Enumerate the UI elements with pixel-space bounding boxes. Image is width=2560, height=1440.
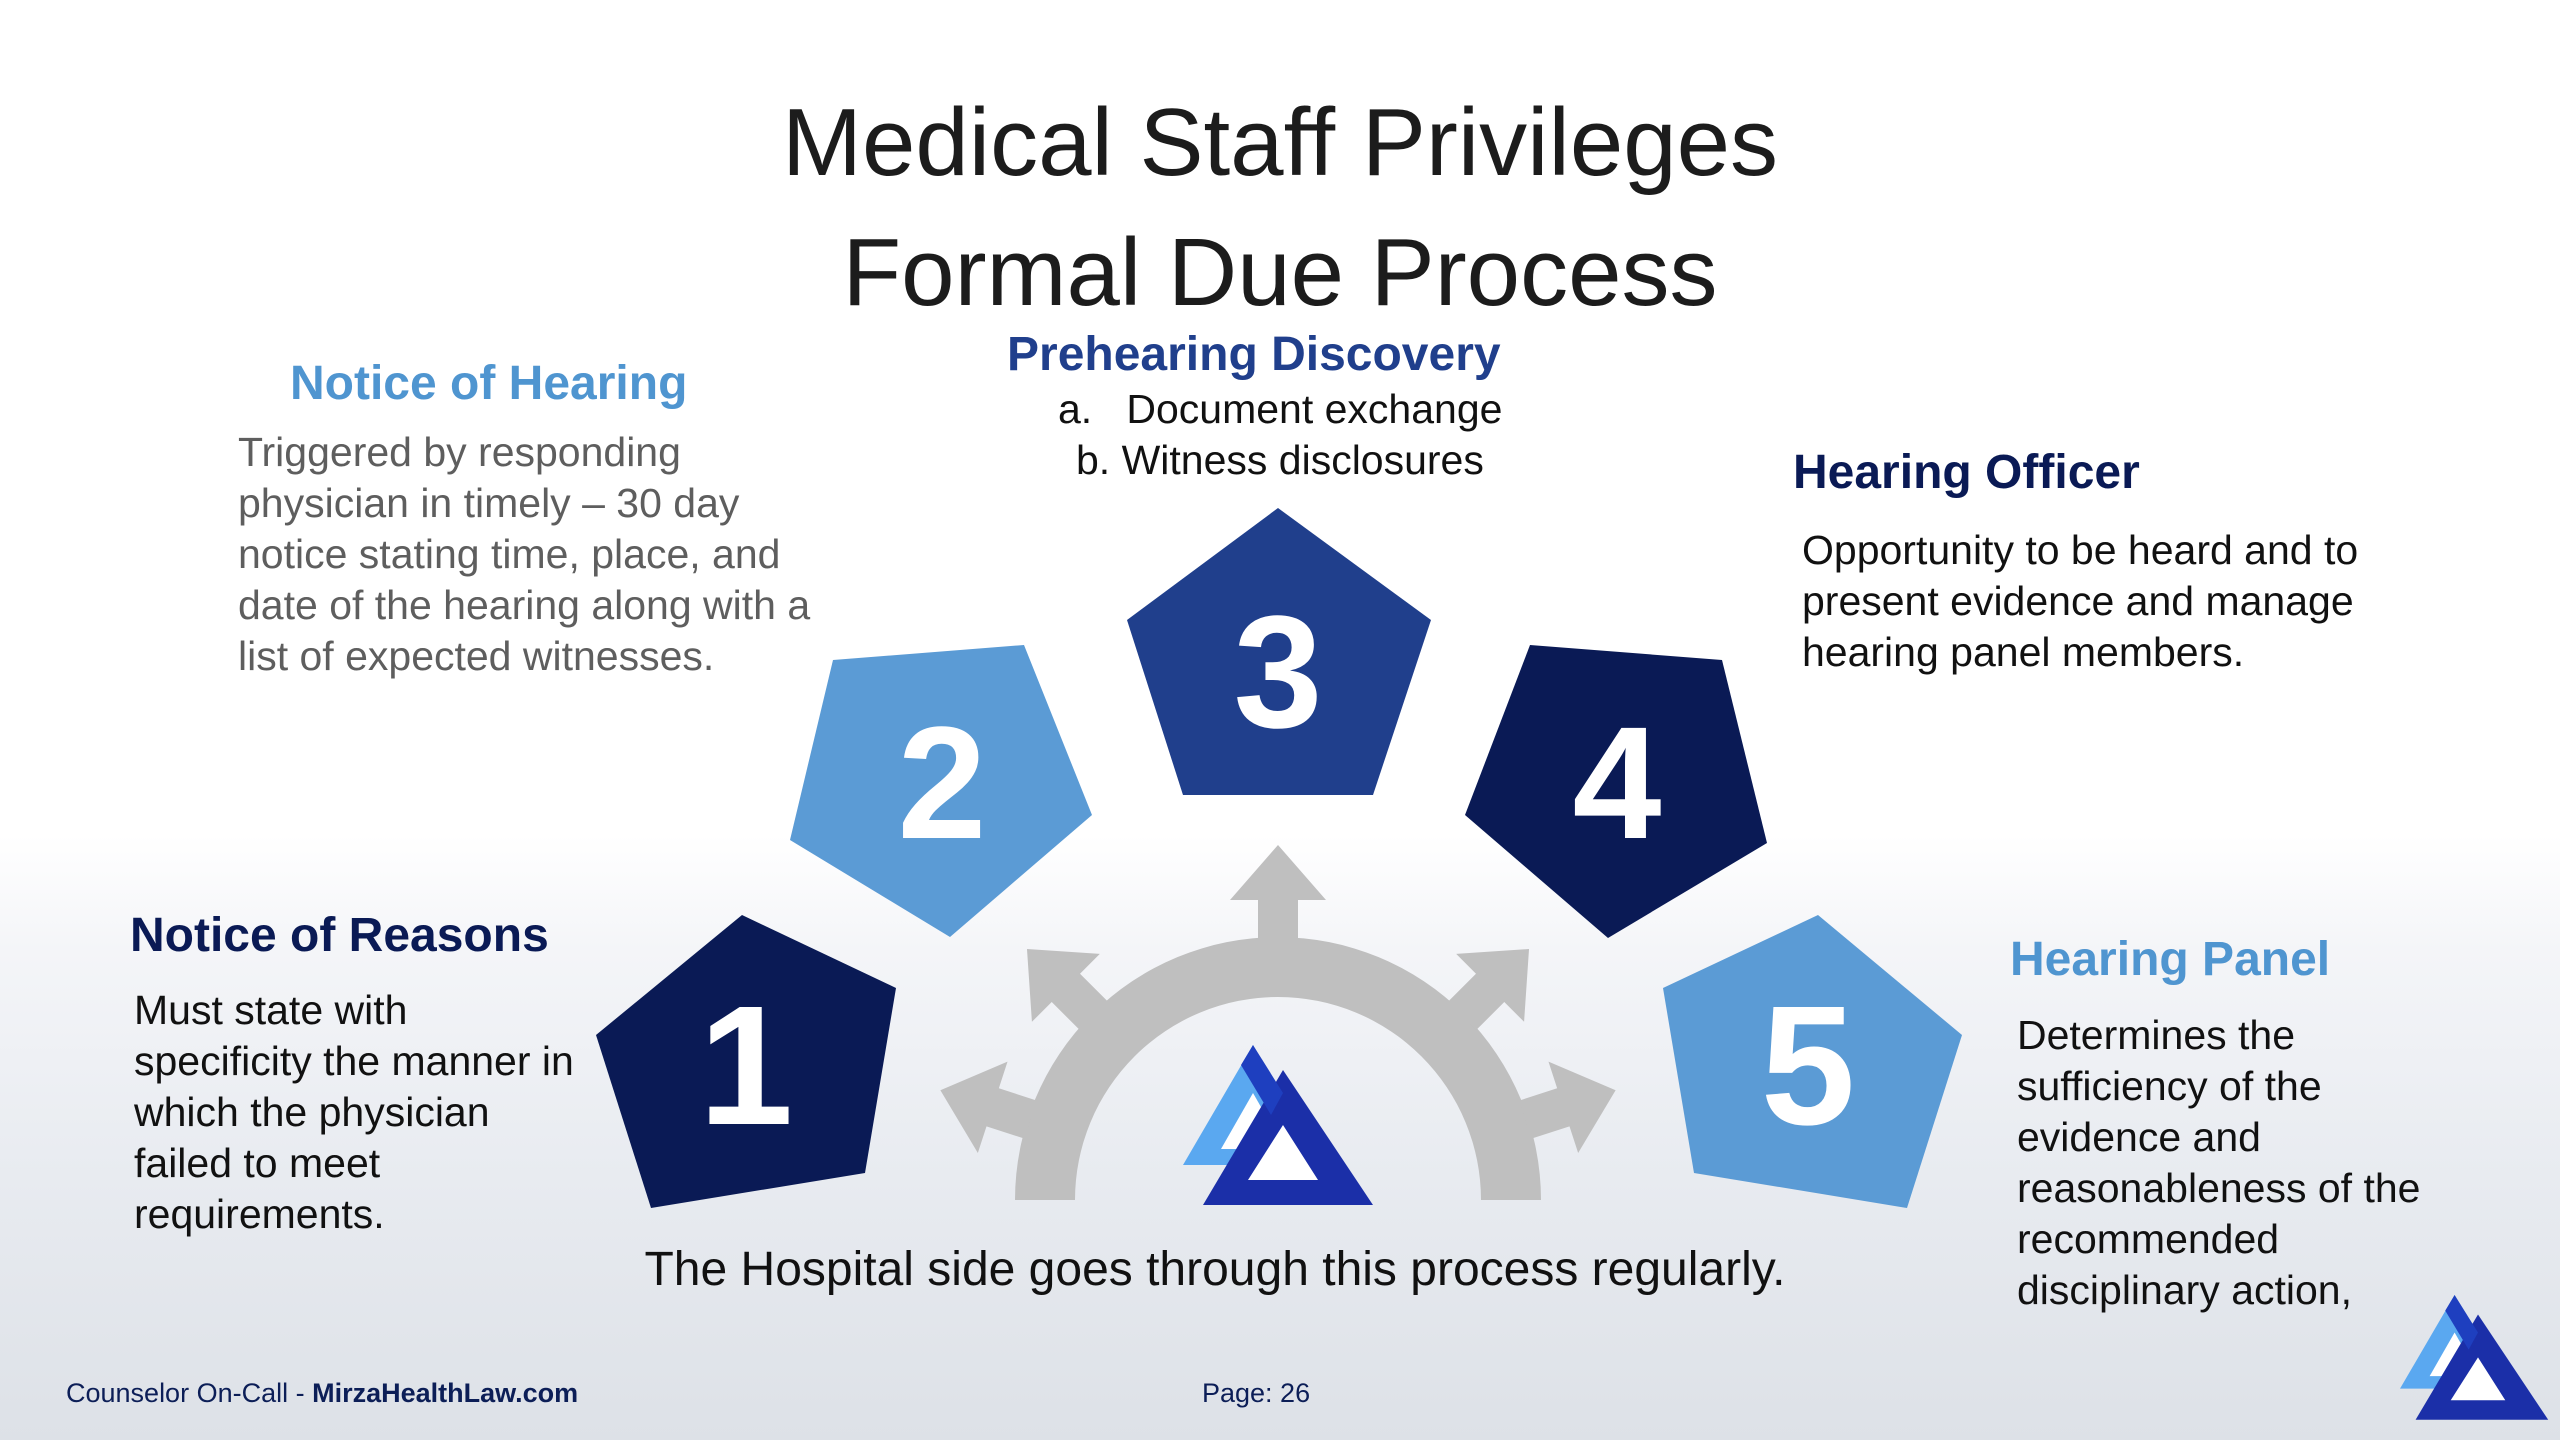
step-5-number: 5 — [1760, 971, 1856, 1161]
step-5-line: recommended — [2017, 1216, 2280, 1262]
step-2-line: list of expected witnesses. — [238, 633, 715, 679]
footer-site: MirzaHealthLaw.com — [312, 1378, 579, 1408]
footer-credit — [66, 1378, 578, 1409]
step-1-line: failed to meet — [134, 1140, 381, 1186]
step-4-description — [1802, 525, 2358, 678]
step-2-line: physician in timely – 30 day — [238, 480, 740, 526]
step-4-number: 4 — [1572, 693, 1662, 872]
footer-prefix: Counselor On-Call - — [66, 1378, 313, 1408]
step-1-line: specificity the manner in — [134, 1038, 574, 1084]
step-5-heading: Hearing Panel — [2010, 933, 2331, 986]
title-line-2: Formal Due Process — [842, 219, 1718, 326]
step-3-description — [1058, 384, 1502, 486]
step-5-line: Determines the — [2017, 1012, 2296, 1058]
title-line-1: Medical Staff Privileges — [782, 89, 1778, 196]
step-2-line: Triggered by responding — [238, 429, 681, 475]
step-1-heading: Notice of Reasons — [130, 909, 549, 962]
step-5-line: reasonableness of the — [2017, 1165, 2421, 1211]
step-5-line: disciplinary action, — [2017, 1267, 2352, 1313]
step-5-line: sufficiency of the — [2017, 1063, 2322, 1109]
step-2-pentagon — [790, 645, 1092, 937]
step-1-line: Must state with — [134, 987, 408, 1033]
step-4-line: present evidence and manage — [1802, 578, 2354, 624]
step-3-line: a. Document exchange — [1058, 386, 1503, 432]
step-1-description — [134, 985, 574, 1240]
step-5-pentagon — [1663, 915, 1962, 1208]
step-1-line: requirements. — [134, 1191, 385, 1237]
step-2-heading: Notice of Hearing — [290, 357, 688, 410]
step-4-heading: Hearing Officer — [1793, 446, 2140, 499]
step-2-line: date of the hearing along with a — [238, 582, 811, 628]
step-4-line: hearing panel members. — [1802, 629, 2245, 675]
step-3-number: 3 — [1233, 582, 1323, 761]
step-4-pentagon — [1465, 645, 1767, 938]
step-1-number: 1 — [698, 971, 794, 1161]
step-5-line: evidence and — [2017, 1114, 2261, 1160]
step-2-number: 2 — [897, 693, 987, 872]
center-note: The Hospital side goes through this process regularly. — [644, 1243, 1786, 1296]
step-3-heading: Prehearing Discovery — [1007, 328, 1501, 381]
step-4-line: Opportunity to be heard and to — [1802, 527, 2359, 573]
triangle-logo-icon — [1183, 1045, 1373, 1205]
step-1-line: which the physician — [134, 1089, 490, 1135]
step-1-pentagon — [596, 915, 896, 1208]
page-number: Page: 26 — [1202, 1378, 1311, 1408]
step-2-line: notice stating time, place, and — [238, 531, 781, 577]
step-3-line: b. Witness disclosures — [1076, 437, 1484, 483]
corner-logo-icon — [2400, 1295, 2548, 1420]
step-2-description — [238, 427, 810, 682]
step-3-pentagon — [1127, 508, 1431, 795]
